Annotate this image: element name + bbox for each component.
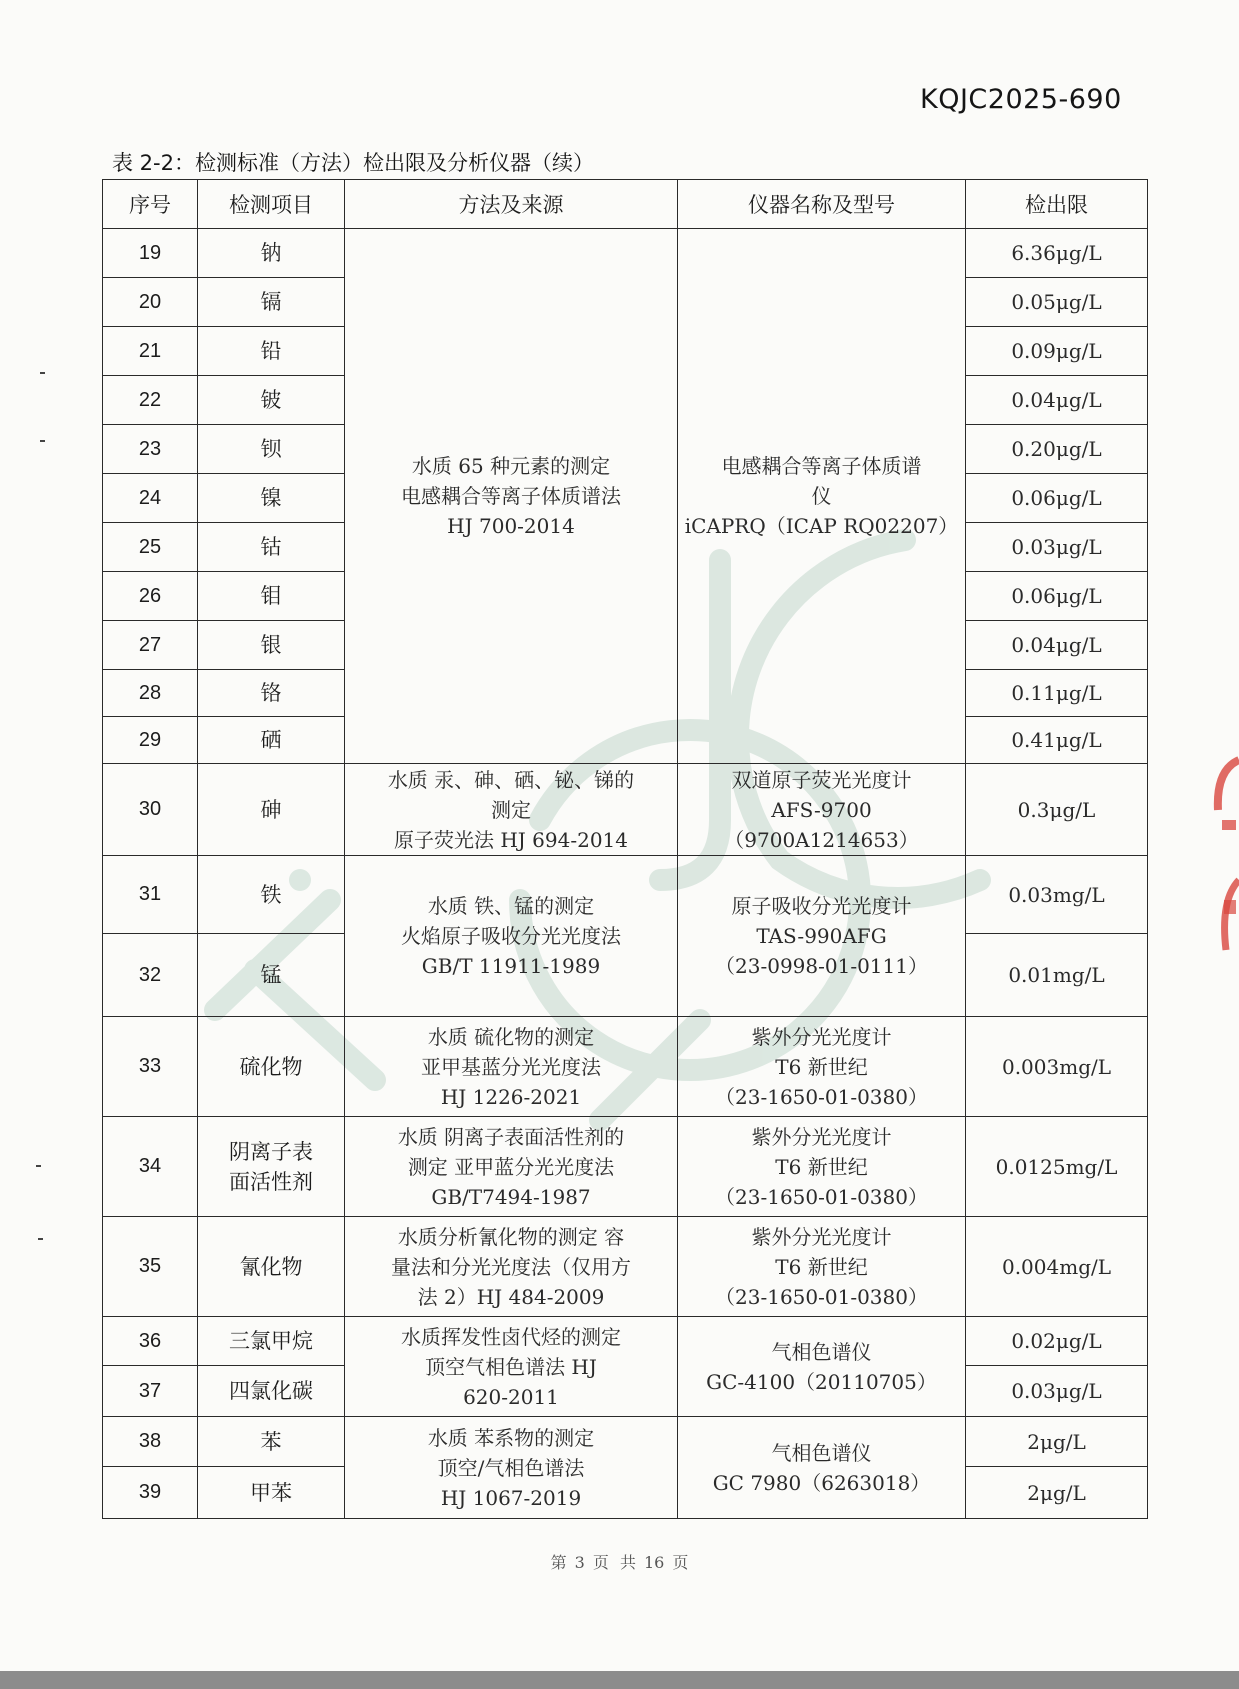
row-seq: 24 [103,474,198,523]
row-seq: 20 [103,278,198,327]
row-item: 甲苯 [198,1467,345,1519]
row-seq: 38 [103,1417,198,1467]
row-item: 苯 [198,1417,345,1467]
scan-bottom-edge [0,1671,1239,1689]
method-cell: 水质 汞、砷、硒、铋、锑的 测定 原子荧光法 HJ 694-2014 [345,764,678,856]
method-cell: 水质分析氰化物的测定 容 量法和分光光度法（仅用方 法 2）HJ 484-2009 [345,1217,678,1317]
row-item: 铅 [198,327,345,376]
method-cell: 水质 阴离子表面活性剂的 测定 亚甲蓝分光光度法 GB/T7494-1987 [345,1117,678,1217]
row-seq: 28 [103,670,198,717]
row-item: 钠 [198,229,345,278]
row-limit: 0.02μg/L [966,1317,1148,1366]
red-seal-stamp [1208,740,1239,990]
table-row [103,1317,1148,1366]
row-limit: 6.36μg/L [966,229,1148,278]
row-limit: 0.0125mg/L [966,1117,1148,1217]
row-limit: 0.03μg/L [966,523,1148,572]
row-item: 铍 [198,376,345,425]
row-item: 四氯化碳 [198,1366,345,1417]
row-limit: 2μg/L [966,1467,1148,1519]
row-item: 钼 [198,572,345,621]
row-item: 阴离子表 面活性剂 [198,1117,345,1217]
row-limit: 0.20μg/L [966,425,1148,474]
row-limit: 0.01mg/L [966,934,1148,1017]
table-row [103,1217,1148,1317]
row-item: 硒 [198,717,345,764]
row-limit: 0.3μg/L [966,764,1148,856]
method-cell: 水质 铁、锰的测定 火焰原子吸收分光光度法 GB/T 11911-1989 [345,856,678,1017]
row-seq: 22 [103,376,198,425]
instrument-cell: 电感耦合等离子体质谱 仪 iCAPRQ（ICAP RQ02207） [678,229,966,764]
row-seq: 34 [103,1117,198,1217]
instrument-cell: 紫外分光光度计 T6 新世纪 （23-1650-01-0380） [678,1017,966,1117]
row-limit: 0.04μg/L [966,621,1148,670]
row-seq: 31 [103,856,198,934]
scan-mark [38,1238,43,1240]
scan-mark [40,440,45,442]
col-header-seq: 序号 [103,180,198,229]
table-row [103,1017,1148,1117]
row-item: 镍 [198,474,345,523]
row-item: 三氯甲烷 [198,1317,345,1366]
table-row [103,1117,1148,1217]
row-limit: 0.11μg/L [966,670,1148,717]
row-item: 铁 [198,856,345,934]
instrument-cell: 气相色谱仪 GC 7980（6263018） [678,1417,966,1519]
row-item: 银 [198,621,345,670]
row-limit: 0.09μg/L [966,327,1148,376]
table-row [103,856,1148,934]
row-seq: 25 [103,523,198,572]
row-item: 钴 [198,523,345,572]
row-seq: 29 [103,717,198,764]
instrument-cell: 紫外分光光度计 T6 新世纪 （23-1650-01-0380） [678,1217,966,1317]
row-limit: 0.06μg/L [966,572,1148,621]
row-seq: 39 [103,1467,198,1519]
method-cell: 水质 硫化物的测定 亚甲基蓝分光光度法 HJ 1226-2021 [345,1017,678,1117]
method-cell: 水质挥发性卤代烃的测定 顶空气相色谱法 HJ 620-2011 [345,1317,678,1417]
table-row [103,764,1148,856]
detection-standards-table [102,179,1148,1519]
col-header-item: 检测项目 [198,180,345,229]
row-seq: 37 [103,1366,198,1417]
table-row [103,1417,1148,1467]
row-limit: 0.004mg/L [966,1217,1148,1317]
row-seq: 36 [103,1317,198,1366]
scan-mark [40,372,45,374]
col-header-instrument: 仪器名称及型号 [678,180,966,229]
row-limit: 2μg/L [966,1417,1148,1467]
instrument-cell: 双道原子荧光光度计 AFS-9700 （9700A1214653） [678,764,966,856]
col-header-method: 方法及来源 [345,180,678,229]
page-footer: 第 3 页 共 16 页 [550,1553,689,1572]
row-seq: 33 [103,1017,198,1117]
row-seq: 23 [103,425,198,474]
row-seq: 27 [103,621,198,670]
row-seq: 35 [103,1217,198,1317]
instrument-cell: 紫外分光光度计 T6 新世纪 （23-1650-01-0380） [678,1117,966,1217]
row-item: 砷 [198,764,345,856]
row-limit: 0.03μg/L [966,1366,1148,1417]
row-item: 铬 [198,670,345,717]
table-header-row [103,180,1148,229]
row-seq: 26 [103,572,198,621]
method-cell: 水质 65 种元素的测定 电感耦合等离子体质谱法 HJ 700-2014 [345,229,678,764]
method-cell: 水质 苯系物的测定 顶空/气相色谱法 HJ 1067-2019 [345,1417,678,1519]
row-seq: 30 [103,764,198,856]
row-item: 硫化物 [198,1017,345,1117]
row-seq: 19 [103,229,198,278]
col-header-limit: 检出限 [966,180,1148,229]
scan-mark [36,1165,41,1167]
row-seq: 21 [103,327,198,376]
row-item: 镉 [198,278,345,327]
row-limit: 0.003mg/L [966,1017,1148,1117]
table-caption: 表 2-2：检测标准（方法）检出限及分析仪器（续） [112,151,594,175]
row-item: 锰 [198,934,345,1017]
document-number: KQJC2025-690 [920,84,1122,115]
instrument-cell: 气相色谱仪 GC-4100（20110705） [678,1317,966,1417]
row-item: 氰化物 [198,1217,345,1317]
row-limit: 0.06μg/L [966,474,1148,523]
instrument-cell: 原子吸收分光光度计 TAS-990AFG （23-0998-01-0111） [678,856,966,1017]
row-limit: 0.03mg/L [966,856,1148,934]
row-limit: 0.41μg/L [966,717,1148,764]
table-row [103,229,1148,278]
row-seq: 32 [103,934,198,1017]
row-limit: 0.04μg/L [966,376,1148,425]
row-limit: 0.05μg/L [966,278,1148,327]
row-item: 钡 [198,425,345,474]
